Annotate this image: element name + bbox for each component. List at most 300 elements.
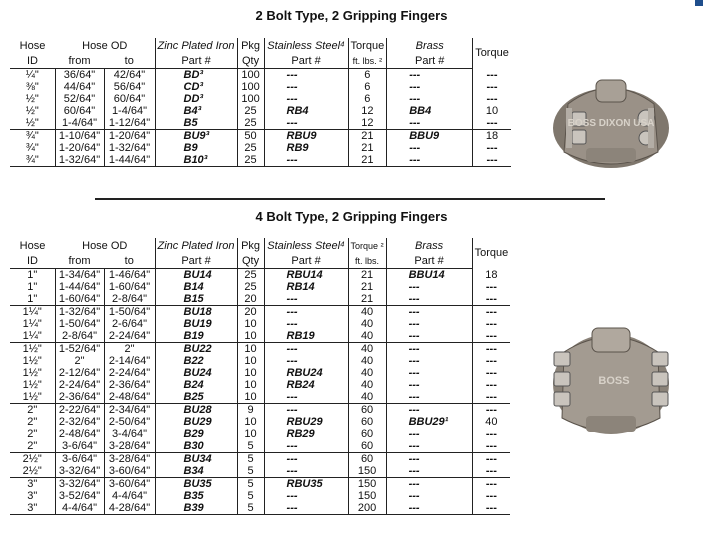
cell-ss-torque: 150 [348,490,386,502]
header-qty: Qty [237,53,264,69]
cell-brass-torque: 18 [473,130,511,143]
cell-zinc-part: B5 [155,117,237,130]
header-torque-brass: Torque [472,238,510,269]
cell-hose-id: ¾" [10,154,55,167]
two-bolt-rows [10,69,511,167]
cell-hose-id: 2" [27,404,38,416]
cell-hose-id: 1" [27,281,38,293]
cell-od-to: 2-50/64" [104,416,155,428]
cell-hose-id: 1¼" [10,330,55,343]
cell-zinc-part: BU9³ [155,130,237,143]
cell-hose-id: ½" [25,105,39,117]
cell-od-from: 1-32/64" [55,306,104,319]
cell-pkg-qty: 100 [237,93,264,105]
cell-od-to: 1-46/64" [104,269,155,282]
cell-od-from: 2-32/64" [55,416,104,428]
cell-zinc-part: B19 [155,330,237,343]
section-divider [95,198,605,200]
cell-od-from: 2-24/64" [55,379,104,391]
cell-od-to: 3-4/64" [104,428,155,440]
cell-od-from: 2-22/64" [55,404,104,417]
cell-stainless-part: RB19 [264,330,348,343]
cell-stainless-part: --- [264,306,348,319]
cell-brass-part: --- [386,391,472,404]
cell-pkg-qty: 20 [237,306,264,319]
cell-brass-torque: 40 [472,416,510,428]
header-brass-part: Part # [387,53,473,69]
cell-hose-id: ⅜" [25,81,39,93]
cell-hose-id: 1" [10,293,55,306]
cell-hose-id: ¾" [25,142,39,154]
table-row [10,318,510,330]
cell-pkg-qty: 10 [237,343,264,356]
cell-stainless-part: --- [264,502,348,515]
header-ftlbs: ft. lbs. ² [348,53,387,69]
cell-zinc-part: B10³ [155,154,237,167]
header-id: ID [10,253,55,269]
cell-ss-torque: 40 [348,318,386,330]
cell-brass-torque: --- [472,306,510,319]
header-hose: Hose [19,39,46,52]
cell-zinc-part: B24 [155,379,237,391]
cell-pkg-qty: 25 [237,269,264,282]
four-bolt-clamp-image [548,322,674,442]
four-bolt-stamp: BOSS [598,375,630,387]
table-row [10,343,510,356]
table-row [10,404,510,417]
cell-stainless-part: --- [264,81,348,93]
cell-pkg-qty: 10 [237,367,264,379]
header-brass-part: Part # [386,253,472,269]
cell-od-to: 1-32/64" [104,142,155,154]
cell-pkg-qty: 5 [237,478,264,491]
cell-od-to: 4-28/64" [104,502,155,515]
cell-od-from: 1-10/64" [55,130,104,143]
cell-brass-part: --- [386,355,472,367]
cell-ss-torque: 40 [348,367,386,379]
cell-od-from: 3-6/64" [55,440,104,453]
cell-stainless-part: RB4 [264,105,348,117]
cell-brass-torque: --- [473,117,511,130]
cell-brass-torque: --- [473,142,511,154]
cell-stainless-part: RBU14 [264,269,348,282]
header-hose-od: Hose OD [82,239,128,252]
cell-brass-torque: --- [472,367,510,379]
cell-ss-torque: 60 [348,440,386,453]
cell-stainless-part: --- [264,465,348,478]
cell-hose-id: 1½" [22,355,42,367]
cell-od-from: 1-50/64" [55,318,104,330]
cell-stainless-part: --- [264,69,348,82]
cell-od-from: 36/64" [55,69,104,82]
cell-brass-torque: --- [472,440,510,453]
cell-brass-part: --- [387,154,473,167]
cell-ss-torque: 60 [348,416,386,428]
cell-zinc-part: BD³ [155,69,237,82]
table-row [10,117,511,130]
cell-od-to: 3-60/64" [104,465,155,478]
cell-hose-id: 2½" [10,465,55,478]
cell-brass-torque: --- [472,404,510,417]
cell-od-from: 1-32/64" [55,154,104,167]
cell-od-from: 1-44/64" [55,281,104,293]
cell-brass-torque: --- [472,465,510,478]
cell-od-from: 3-52/64" [55,490,104,502]
cell-zinc-part: B34 [155,465,237,478]
cell-zinc-part: DD³ [155,93,237,105]
cell-od-to: 2" [104,343,155,356]
cell-brass-torque: --- [473,154,511,167]
cell-hose-id: 1¼" [22,306,42,318]
header-ftlbs: ft. lbs. [348,253,386,269]
header-hose: Hose [19,239,46,252]
cell-brass-part: BBU14 [386,269,472,282]
table-row [10,105,511,117]
cell-ss-torque: 200 [348,502,386,515]
cell-pkg-qty: 25 [237,142,264,154]
table-row [10,379,510,391]
cell-brass-part: --- [386,343,472,356]
cell-hose-id: ½" [10,117,55,130]
cell-ss-torque: 6 [348,69,387,82]
header-pkg: Pkg [237,238,264,253]
header-zinc: Zinc Plated Iron [155,238,237,253]
cell-pkg-qty: 25 [237,281,264,293]
cell-brass-part: --- [386,465,472,478]
cell-od-from: 1-60/64" [55,293,104,306]
cell-brass-torque: --- [472,330,510,343]
cell-od-to: 2-6/64" [104,318,155,330]
cell-hose-id: ¼" [25,69,39,81]
cell-brass-torque: --- [472,478,510,491]
header-stainless: Stainless Steel⁴ [264,238,348,253]
cell-pkg-qty: 10 [237,379,264,391]
header-to: to [104,53,155,69]
cell-stainless-part: --- [264,391,348,404]
cell-pkg-qty: 25 [237,105,264,117]
cell-zinc-part: B4³ [155,105,237,117]
cell-brass-part: --- [386,428,472,440]
cell-stainless-part: --- [264,440,348,453]
cell-hose-id: 2½" [22,453,42,465]
table-row [10,416,510,428]
table-row [10,306,510,319]
cell-zinc-part: B35 [155,490,237,502]
cell-od-from: 2-8/64" [55,330,104,343]
cell-zinc-part: BU18 [155,306,237,319]
cell-od-from: 3-32/64" [55,465,104,478]
cell-hose-id: ½" [25,93,39,105]
header-ss-part: Part # [264,253,348,269]
cell-ss-torque: 21 [348,142,387,154]
cell-brass-torque: --- [472,293,510,306]
cell-brass-part: --- [387,142,473,154]
cell-od-to: 56/64" [104,81,155,93]
cell-brass-torque: --- [472,428,510,440]
cell-zinc-part: CD³ [155,81,237,93]
table-row [10,367,510,379]
cell-od-to: 2-34/64" [104,404,155,417]
cell-stainless-part: --- [264,93,348,105]
cell-hose-id: 1½" [10,391,55,404]
cell-ss-torque: 60 [348,404,386,417]
cell-pkg-qty: 25 [237,154,264,167]
cell-od-to: 2-36/64" [104,379,155,391]
header-torque-ss: Torque ² [348,238,386,253]
cell-hose-id: 1½" [22,379,42,391]
header-pkg: Pkg [237,38,264,53]
cell-ss-torque: 60 [348,428,386,440]
cell-zinc-part: BU35 [155,478,237,491]
cell-od-to: 2-8/64" [104,293,155,306]
cell-pkg-qty: 5 [237,490,264,502]
header-from: from [55,53,104,69]
header-torque-brass: Torque [473,38,511,69]
cell-pkg-qty: 10 [237,355,264,367]
cell-zinc-part: B15 [155,293,237,306]
cell-brass-part: --- [386,502,472,515]
cell-pkg-qty: 10 [237,391,264,404]
cell-zinc-part: B29 [155,428,237,440]
cell-ss-torque: 40 [348,306,386,319]
cell-zinc-part: B9 [155,142,237,154]
cell-od-from: 1-52/64" [55,343,104,356]
cell-ss-torque: 40 [348,343,386,356]
cell-brass-part: --- [387,117,473,130]
table-row [10,440,510,453]
cell-hose-id: 2" [27,428,38,440]
cell-brass-torque: --- [473,93,511,105]
cell-pkg-qty: 9 [237,404,264,417]
cell-brass-torque: --- [472,453,510,466]
cell-stainless-part: --- [264,293,348,306]
cell-brass-torque: --- [472,502,510,515]
header-qty: Qty [237,253,264,269]
table-row [10,69,511,82]
cell-stainless-part: --- [264,318,348,330]
cell-zinc-part: BU14 [155,269,237,282]
cell-brass-part: --- [386,478,472,491]
cell-zinc-part: B25 [155,391,237,404]
cell-od-from: 2-36/64" [55,391,104,404]
cell-od-to: 2-24/64" [104,330,155,343]
cell-od-from: 52/64" [55,93,104,105]
cell-brass-part: --- [386,281,472,293]
cell-zinc-part: B30 [155,440,237,453]
cell-pkg-qty: 20 [237,293,264,306]
cell-od-from: 44/64" [55,81,104,93]
table-row [10,465,510,478]
cell-stainless-part: --- [264,453,348,466]
cell-ss-torque: 150 [348,465,386,478]
cell-pkg-qty: 10 [237,318,264,330]
cell-brass-part: --- [386,306,472,319]
cell-pkg-qty: 5 [237,453,264,466]
cell-brass-part: --- [386,440,472,453]
header-torque-ss: Torque [348,38,387,53]
cell-brass-part: --- [386,490,472,502]
cell-hose-id: 1½" [22,343,42,355]
cell-ss-torque: 21 [348,154,387,167]
header-from: from [55,253,104,269]
cell-ss-torque: 40 [348,355,386,367]
cell-od-to: 42/64" [104,69,155,82]
corner-mark [695,0,703,6]
cell-od-from: 3-32/64" [55,478,104,491]
header-zinc-part: Part # [155,53,237,69]
two-bolt-clamp-image [548,74,674,174]
cell-pkg-qty: 50 [237,130,264,143]
cell-od-to: 2-48/64" [104,391,155,404]
cell-brass-part: BBU29¹ [386,416,472,428]
cell-ss-torque: 21 [348,269,386,282]
table-row [10,478,510,491]
cell-stainless-part: --- [264,355,348,367]
cell-zinc-part: BU24 [155,367,237,379]
cell-brass-torque: --- [472,490,510,502]
cell-pkg-qty: 100 [237,69,264,82]
cell-stainless-part: RBU29 [264,416,348,428]
cell-brass-part: BBU9 [387,130,473,143]
table-row [10,453,510,466]
two-bolt-stamp: BOSS DIXON USA [567,118,655,129]
cell-od-from: 2" [55,355,104,367]
header-brass: Brass [387,38,473,53]
cell-brass-part: --- [386,367,472,379]
cell-stainless-part: RB9 [264,142,348,154]
cell-pkg-qty: 5 [237,502,264,515]
cell-hose-id: ¾" [25,130,39,142]
cell-brass-torque: --- [472,379,510,391]
header-id: ID [10,53,55,69]
table-row [10,502,510,515]
cell-hose-id: 3" [27,490,38,502]
cell-stainless-part: --- [264,154,348,167]
table-row [10,142,511,154]
header-hose-od: Hose OD [82,39,128,52]
cell-ss-torque: 40 [348,330,386,343]
cell-hose-id: 1" [27,269,38,281]
cell-od-to: 2-14/64" [104,355,155,367]
table-row [10,154,511,167]
four-bolt-title: 4 Bolt Type, 2 Gripping Fingers [255,209,448,224]
cell-hose-id: 3" [10,502,55,515]
cell-stainless-part: RBU24 [264,367,348,379]
cell-hose-id: 1½" [22,367,42,379]
table-row [10,130,511,143]
table-row [10,269,510,282]
cell-od-to: 3-28/64" [104,440,155,453]
two-bolt-table [10,38,511,167]
cell-pkg-qty: 10 [237,416,264,428]
cell-brass-part: --- [386,318,472,330]
cell-brass-torque: --- [473,81,511,93]
cell-zinc-part: BU34 [155,453,237,466]
cell-ss-torque: 12 [348,105,387,117]
cell-brass-torque: --- [472,343,510,356]
cell-od-to: 1-44/64" [104,154,155,167]
cell-od-from: 2-12/64" [55,367,104,379]
header-zinc: Zinc Plated Iron [155,38,237,53]
cell-hose-id: 3" [27,478,38,490]
cell-brass-part: --- [387,93,473,105]
cell-stainless-part: --- [264,404,348,417]
cell-stainless-part: --- [264,343,348,356]
cell-zinc-part: BU19 [155,318,237,330]
cell-od-from: 2-48/64" [55,428,104,440]
cell-brass-part: --- [386,404,472,417]
table-row [10,93,511,105]
header-stainless: Stainless Steel⁴ [264,38,348,53]
cell-od-to: 1-60/64" [104,281,155,293]
cell-brass-torque: --- [472,281,510,293]
cell-stainless-part: RB14 [264,281,348,293]
table-row [10,355,510,367]
cell-zinc-part: B14 [155,281,237,293]
table-row [10,81,511,93]
table-row [10,330,510,343]
cell-stainless-part: RB29 [264,428,348,440]
cell-pkg-qty: 10 [237,428,264,440]
cell-od-from: 4-4/64" [55,502,104,515]
table-row [10,281,510,293]
header-to: to [104,253,155,269]
cell-od-from: 1-4/64" [55,117,104,130]
cell-od-to: 60/64" [104,93,155,105]
cell-brass-torque: --- [472,318,510,330]
cell-hose-id: 2" [27,416,38,428]
cell-pkg-qty: 10 [237,330,264,343]
cell-stainless-part: --- [264,117,348,130]
cell-od-to: 1-50/64" [104,306,155,319]
cell-ss-torque: 40 [348,379,386,391]
table-row [10,490,510,502]
cell-od-to: 4-4/64" [104,490,155,502]
cell-zinc-part: B22 [155,355,237,367]
four-bolt-rows [10,269,510,515]
cell-stainless-part: RBU35 [264,478,348,491]
cell-od-from: 60/64" [55,105,104,117]
cell-zinc-part: BU28 [155,404,237,417]
header-zinc-part: Part # [155,253,237,269]
cell-brass-torque: --- [472,355,510,367]
cell-pkg-qty: 25 [237,117,264,130]
cell-brass-part: BB4 [387,105,473,117]
cell-stainless-part: RBU9 [264,130,348,143]
four-bolt-table [10,238,510,515]
cell-stainless-part: RB24 [264,379,348,391]
cell-ss-torque: 6 [348,93,387,105]
cell-pkg-qty: 100 [237,81,264,93]
cell-brass-part: --- [386,379,472,391]
cell-brass-part: --- [387,81,473,93]
cell-brass-torque: 18 [472,269,510,282]
cell-zinc-part: B39 [155,502,237,515]
cell-brass-torque: --- [472,391,510,404]
table-row [10,293,510,306]
cell-hose-id: 2" [10,440,55,453]
cell-pkg-qty: 5 [237,440,264,453]
cell-od-to: 2-24/64" [104,367,155,379]
cell-hose-id: 1¼" [22,318,42,330]
cell-od-to: 1-12/64" [104,117,155,130]
table-row [10,428,510,440]
cell-brass-part: --- [386,330,472,343]
cell-brass-torque: --- [473,69,511,82]
cell-zinc-part: BU29 [155,416,237,428]
cell-od-to: 3-28/64" [104,453,155,466]
cell-ss-torque: 60 [348,453,386,466]
